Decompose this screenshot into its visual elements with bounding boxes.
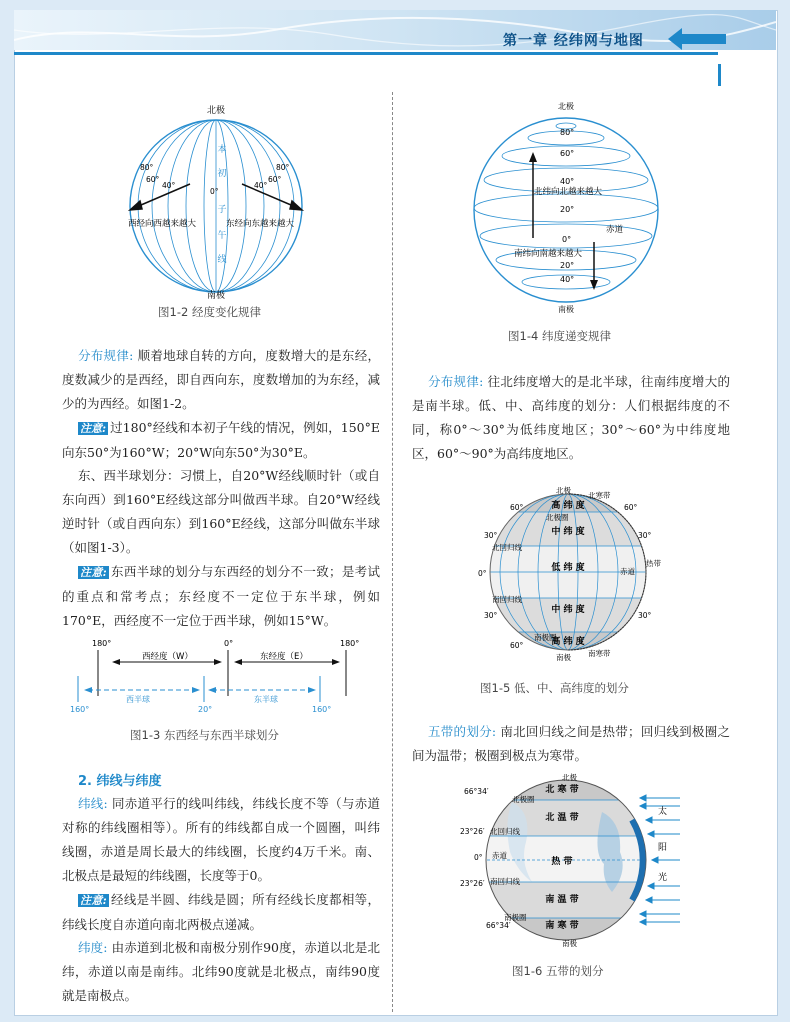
prime-meridian-char: 初 <box>217 169 227 179</box>
deg-label: 40° <box>560 177 575 186</box>
deg-label: 0° <box>562 235 572 244</box>
east-longitude-label: 东经度（E） <box>260 652 308 662</box>
figure-caption: 图1-3 东西经与东西半球划分 <box>130 728 279 742</box>
deg-label: 66°34′ <box>486 921 511 930</box>
deg-label: 23°26′ <box>460 879 485 888</box>
paragraph-text: 南北回归线之间是热带；回归线到极圈之间为温带；极圈到极点为寒带。 <box>412 724 730 763</box>
figure-caption: 图1-5 低、中、高纬度的划分 <box>480 681 629 695</box>
paragraph-text: 同赤道平行的线叫纬线，纬线长度不等（与赤道对称的纬线圈相等）。所有的纬线都自成一个圆圈，叫纬线圈，赤道是周长最大的纬线圈，长度约4万千米。南、北极点是最短的纬线圈，长度等于0。 <box>62 796 380 883</box>
tropic-cancer-label: 北回归线 <box>490 827 520 836</box>
paragraph-text: 东西半球的划分与东西经的划分不一致；是考试的重点和常考点；东经度不一定位于东半球，例如170°E，西经度不一定位于西半球，例如15°W。 <box>62 564 380 628</box>
figure-1-4-latitude <box>466 98 666 316</box>
paragraph <box>62 344 380 416</box>
sunlight-char: 光 <box>658 873 668 883</box>
keyword: 纬度: <box>78 940 108 955</box>
figure-caption: 图1-2 经度变化规律 <box>158 305 261 319</box>
deg-label: 40° <box>560 275 575 284</box>
arctic-circle-label: 北极圈 <box>546 513 569 522</box>
section-heading: 2. 纬线与纬度 <box>78 774 162 789</box>
deg-label: 80° <box>560 128 575 137</box>
tropical-label: 热 带 <box>551 857 573 867</box>
deg-label: 20° <box>560 261 575 270</box>
south-frigid-label: 南 寒 带 <box>545 921 579 931</box>
paragraph-text: 顺着地球自转的方向，度数增大的是东经，度数减少的是西经，即自西向东，度数增加的为东经，减少的为西经。如图1-2。 <box>62 348 380 411</box>
south-increase-label: 南纬向南越来越大 <box>514 249 583 259</box>
north-pole-label: 北极 <box>206 106 226 116</box>
deg-label: 180° <box>92 639 112 648</box>
high-latitude-label: 高 纬 度 <box>551 501 585 511</box>
deg-label: 0° <box>210 187 219 196</box>
deg-label: 40° <box>162 181 176 190</box>
note-label: 注意: <box>80 894 107 907</box>
south-pole-label: 南极 <box>556 653 571 662</box>
deg-label: 60° <box>146 175 160 184</box>
sunlight-char: 阳 <box>658 843 668 853</box>
mid-latitude-label: 中 纬 度 <box>551 527 585 537</box>
header-tick <box>718 64 721 86</box>
north-pole-label: 北极 <box>562 773 577 782</box>
header-wave <box>14 10 776 50</box>
note-label: 注意: <box>80 422 107 435</box>
tropic-cancer-label: 北回归线 <box>492 543 522 552</box>
figure-caption: 图1-6 五带的划分 <box>512 964 604 978</box>
low-latitude-label: 低 纬 度 <box>551 563 585 573</box>
west-hemisphere-label: 西半球 <box>126 695 150 704</box>
chapter-title: 第一章 经纬网与地图 <box>503 33 644 49</box>
paragraph-text: 往北纬度增大的是北半球，往南纬度增大的是南半球。低、中、高纬度的划分：人们根据纬度的不同，称0°～30°为低纬度地区；30°～60°为中纬度地区，60°～90°为高纬度地区。 <box>412 374 730 461</box>
figure-caption: 图1-4 纬度递变规律 <box>508 329 611 343</box>
west-longitude-label: 西经度（W） <box>142 652 193 662</box>
paragraph-text: 经线是半圆、纬线是圆；所有经线长度都相等，纬线长度自赤道向南北两极点递减。 <box>62 892 380 932</box>
deg-label: 23°26′ <box>460 827 485 836</box>
keyword: 分布规律: <box>78 348 134 363</box>
deg-label: 160° <box>312 705 332 714</box>
deg-label: 0° <box>224 639 234 648</box>
prime-meridian-char: 本 <box>217 145 227 155</box>
tropic-capricorn-label: 南回归线 <box>492 595 522 604</box>
antarctic-circle-label: 南极圈 <box>504 913 527 922</box>
deg-label: 80° <box>140 163 154 172</box>
keyword: 纬线: <box>78 796 108 811</box>
tropic-capricorn-label: 南回归线 <box>490 877 520 886</box>
north-temperate-label: 北 温 带 <box>545 813 579 823</box>
paragraph <box>62 936 380 1008</box>
paragraph: 东、西半球划分：习惯上，自20°W经线顺时针（或自东向西）到160°E经线这部分叫做西半球。自20°W经线逆时针（或自西向东）到160°E经线，这部分叫做东半球（如图1-3）。 <box>62 468 380 555</box>
paragraph <box>62 560 380 633</box>
arctic-circle-label: 北极圈 <box>512 795 535 804</box>
south-pole-label: 南极 <box>562 939 577 948</box>
high-latitude-label: 高 纬 度 <box>551 637 585 647</box>
header-rule <box>14 52 718 55</box>
deg-label: 20° <box>560 205 575 214</box>
tropical-zone-label: 热带 <box>646 559 661 568</box>
paragraph <box>62 416 380 465</box>
east-increase-label: 东经向东越来越大 <box>226 219 295 229</box>
deg-label: 180° <box>340 639 360 648</box>
deg-label: 60° <box>510 641 524 650</box>
paragraph-text: 过180°经线和本初子午线的情况，例如，150°E向东50°为160°W；20°W向东50°为30°E。 <box>62 420 381 460</box>
note-label: 注意: <box>80 566 107 579</box>
deg-label: 40° <box>254 181 268 190</box>
east-hemisphere-label: 东半球 <box>254 695 278 704</box>
deg-label: 60° <box>510 503 524 512</box>
north-pole-label: 北极 <box>558 102 574 111</box>
sunlight-char: 太 <box>658 807 668 817</box>
deg-label: 20° <box>198 705 213 714</box>
equator-label: 赤道 <box>492 851 507 860</box>
figure-1-3-hemispheres <box>64 636 374 716</box>
equator-label: 赤道 <box>620 567 635 576</box>
keyword: 五带的划分: <box>428 724 497 739</box>
north-pole-label: 北极 <box>556 486 571 495</box>
deg-label: 60° <box>268 175 282 184</box>
deg-label: 30° <box>484 531 498 540</box>
north-frigid-label: 北寒带 <box>588 491 611 500</box>
figure-1-6-five-zones <box>452 772 684 950</box>
prime-meridian-char: 午 <box>217 231 227 241</box>
deg-label: 30° <box>638 611 652 620</box>
figure-1-2-longitude <box>118 100 318 300</box>
mid-latitude-label: 中 纬 度 <box>551 605 585 615</box>
prime-meridian-char: 线 <box>217 255 227 265</box>
antarctic-circle-label: 南极圈 <box>534 633 557 642</box>
deg-label: 30° <box>484 611 498 620</box>
header-arrow-icon <box>668 28 728 50</box>
equator-label: 赤道 <box>606 225 624 235</box>
south-temperate-label: 南 温 带 <box>545 895 579 905</box>
north-increase-label: 北纬向北越来越大 <box>534 187 603 197</box>
deg-label: 30° <box>638 531 652 540</box>
deg-label: 0° <box>474 853 483 862</box>
deg-label: 0° <box>478 569 487 578</box>
column-divider <box>392 92 393 1012</box>
paragraph <box>412 720 730 768</box>
paragraph <box>412 370 730 466</box>
deg-label: 60° <box>624 503 638 512</box>
paragraph-text: 由赤道到北极和南极分别作90度，赤道以北是北纬，赤道以南是南纬。北纬90度就是北极点，南纬90度就是南极点。 <box>62 940 380 1003</box>
keyword: 分布规律: <box>428 374 484 389</box>
north-frigid-label: 北 寒 带 <box>545 785 579 795</box>
deg-label: 66°34′ <box>464 787 489 796</box>
deg-label: 80° <box>276 163 290 172</box>
paragraph <box>62 888 380 937</box>
deg-label: 160° <box>70 705 90 714</box>
west-increase-label: 西经向西越来越大 <box>128 219 197 229</box>
south-pole-label: 南极 <box>206 291 226 300</box>
paragraph <box>62 792 380 888</box>
figure-1-5-latitude-zones <box>470 484 670 664</box>
prime-meridian-char: 子 <box>217 205 227 215</box>
deg-label: 60° <box>560 149 575 158</box>
south-pole-label: 南极 <box>558 305 574 314</box>
south-frigid-label: 南寒带 <box>588 649 611 658</box>
